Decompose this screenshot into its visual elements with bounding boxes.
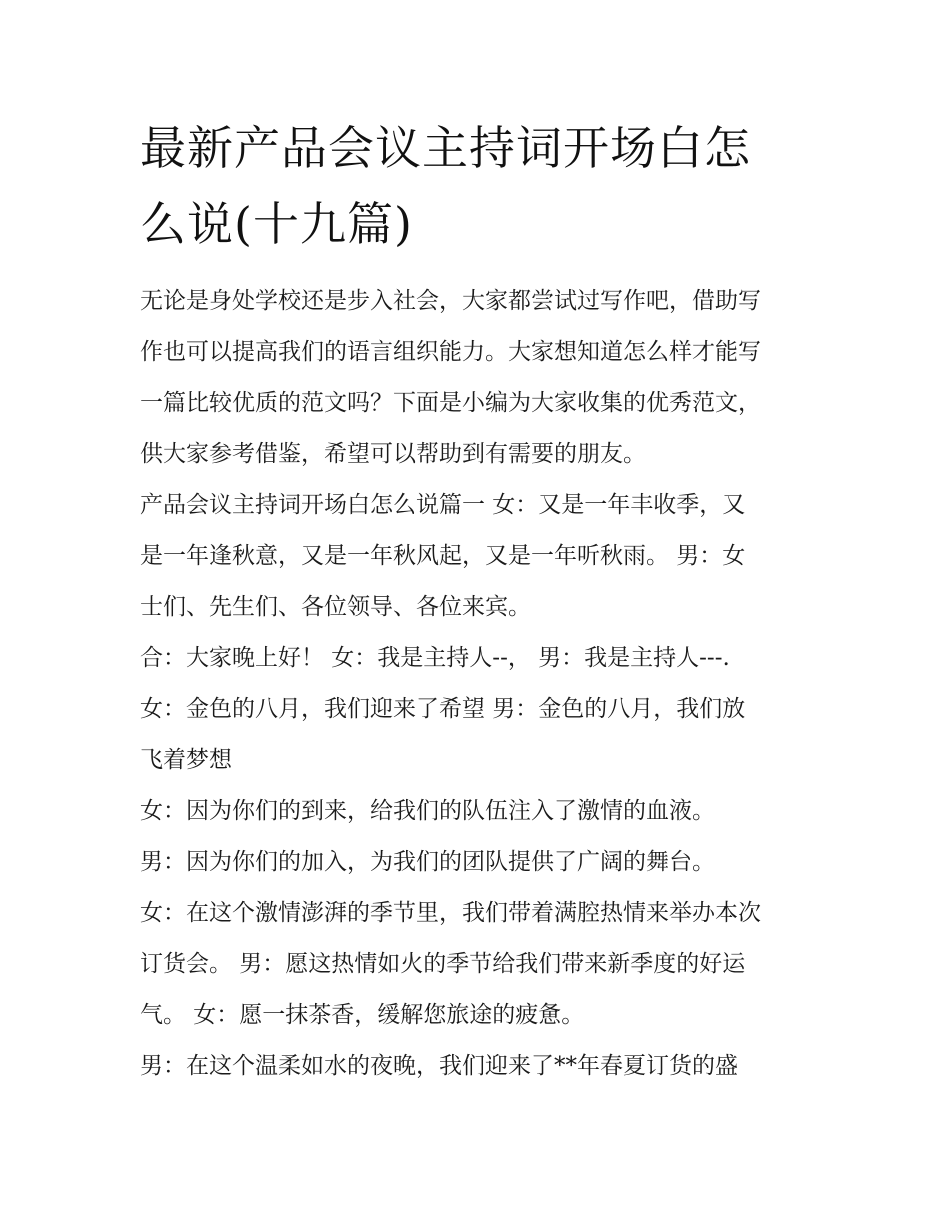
text-line: 订货会。 男：愿这热情如火的季节给我们带来新季度的好运: [140, 951, 746, 977]
page-title: [140, 110, 820, 262]
text-line: 女：因为你们的到来，给我们的队伍注入了激情的血液。: [140, 798, 715, 824]
text-line: 男：因为你们的加入，为我们的团队提供了广阔的舞台。: [140, 849, 715, 875]
text-line: 气。 女：愿一抹茶香，缓解您旅途的疲惫。: [140, 1002, 585, 1028]
text-line: 飞着梦想: [140, 747, 232, 773]
text-line: 合：大家晚上好！ 女：我是主持人--， 男：我是主持人---.: [140, 645, 730, 671]
text-line: 是一年逢秋意，又是一年秋风起，又是一年听秋雨。 男：女: [140, 543, 746, 569]
text-line: 产品会议主持词开场白怎么说篇一 女：又是一年丰收季，又: [140, 492, 746, 518]
text-line: 女：在这个激情澎湃的季节里，我们带着满腔热情来举办本次: [140, 900, 761, 926]
text-line: 供大家参考借鉴，希望可以帮助到有需要的朋友。: [140, 441, 646, 467]
text-line: 一篇比较优质的范文吗？下面是小编为大家收集的优秀范文，: [140, 390, 761, 416]
title-line-2: 么说(十九篇): [140, 197, 413, 251]
text-line: 无论是身处学校还是步入社会，大家都尝试过写作吧，借助写: [140, 288, 761, 314]
document-body: [140, 276, 830, 1092]
text-line: 女：金色的八月，我们迎来了希望 男：金色的八月，我们放: [140, 696, 746, 722]
text-line: 男：在这个温柔如水的夜晚，我们迎来了**年春夏订货的盛: [140, 1053, 738, 1079]
text-line: 士们、先生们、各位领导、各位来宾。: [140, 594, 531, 620]
title-line-1: 最新产品会议主持词开场白怎: [140, 121, 751, 175]
text-line: 作也可以提高我们的语言组织能力。大家想知道怎么样才能写: [140, 339, 761, 365]
